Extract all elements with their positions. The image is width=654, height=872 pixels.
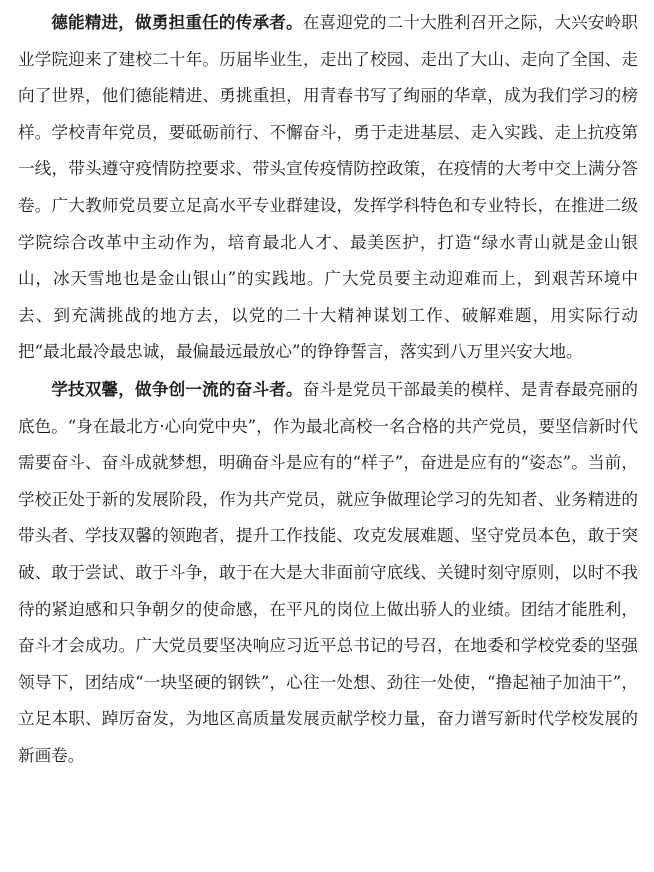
paragraph-striver	[18, 371, 638, 775]
paragraph-body-text: 奋斗是党员干部最美的模样、是青春最亮丽的底色。“身在最北方·心向党中央”，作为最北高校一名合格的共产党员，要坚信新时代需要奋斗、奋斗成就梦想，明确奋斗是应有的“样子”，奋进是应有的“姿态”。当前，学校正处于新的发展阶段，作为共产党员，就应争做理论学习的先知者、业务精进的带头者、学技双馨的领跑者，提升工作技能、攻克发展难题、坚守党员本色，敢于突破、敢于尝试、敢于斗争，敢于在大是大非面前守底线、关键时刻守原则，以时不我待的紧迫感和只争朝夕的使命感，在平凡的岗位上做出骄人的业绩。团结才能胜利，奋斗才会成功。广大党员要坚决响应习近平总书记的号召，在地委和学校党委的坚强领导下，团结成“一块坚硬的钢铁”，心往一处想、劲往一处使，“撸起袖子加油干”，立足本职、踔厉奋发，为地区高质量发展贡献学校力量，奋力谱写新时代学校发展的新画卷。	[18, 379, 639, 765]
paragraph-lead-heading: 学技双馨，做争创一流的奋斗者。	[51, 378, 303, 399]
paragraph-body-text: 在喜迎党的二十大胜利召开之际，大兴安岭职业学院迎来了建校二十年。历届毕业生，走出了校园、走出了大山、走向了全国、走向了世界，他们德能精进、勇挑重担，用青春书写了绚丽的华章，成为我们学习的榜样。学校青年党员，要砥砺前行、不懈奋斗，勇于走进基层、走入实践、走上抗疫第一线，带头遵守疫情防控要求、带头宣传疫情防控政策，在疫情的大考中交上满分答卷。广大教师党员要立足高水平专业群建设，发挥学科特色和专业特长，在推进二级学院综合改革中主动作为，培育最北人才、最美医护，打造“绿水青山就是金山银山，冰天雪地也是金山银山”的实践地。广大党员要主动迎难而上，到艰苦环境中去、到充满挑战的地方去，以党的二十大精神谋划工作、破解难题，用实际行动把“最北最冷最忠诚，最偏最远最放心”的铮铮誓言，落实到八万里兴安大地。	[18, 13, 639, 362]
paragraph-lead-heading: 德能精进，做勇担重任的传承者。	[51, 12, 303, 32]
paragraph-inheritor	[18, 4, 638, 371]
